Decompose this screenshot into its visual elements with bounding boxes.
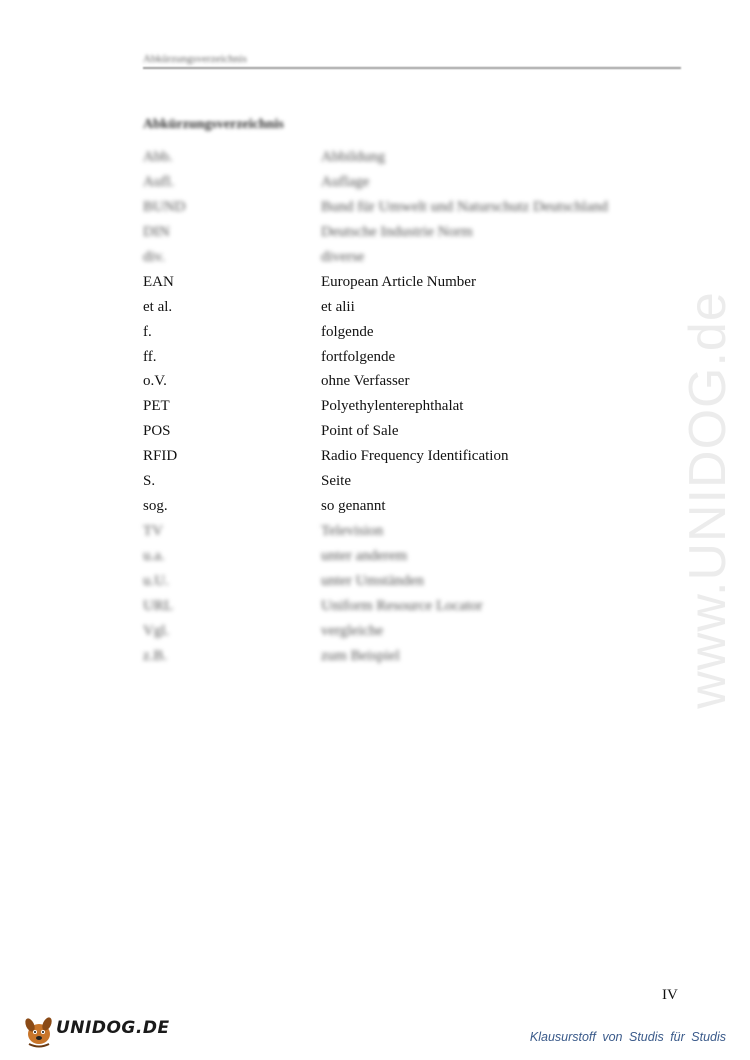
list-item	[143, 644, 663, 669]
abbreviation: Abb.	[143, 149, 173, 165]
abbreviation-meaning: diverse	[321, 248, 365, 265]
abbreviation-meaning: ohne Verfasser	[321, 373, 410, 390]
abbreviation: BUND	[143, 198, 186, 215]
list-item	[143, 195, 663, 220]
list-item	[143, 345, 663, 370]
list-item	[143, 220, 663, 245]
abbreviation: sog.	[143, 498, 168, 515]
logo-wordmark: UNIDOG.DE	[56, 1018, 170, 1038]
abbreviation: PET	[143, 398, 170, 415]
abbreviation: u.U.	[143, 572, 169, 589]
abbreviation-meaning: Point of Sale	[321, 423, 399, 440]
abbreviation: POS	[143, 423, 171, 440]
header-divider	[143, 67, 681, 69]
abbreviation-meaning: Seite	[321, 473, 351, 490]
abbreviation-meaning: fortfolgende	[321, 348, 396, 365]
list-item	[143, 519, 663, 544]
abbreviation: div.	[143, 248, 165, 265]
abbreviation-meaning: unter anderem	[321, 548, 408, 564]
abbreviation: f.	[143, 323, 152, 340]
watermark: www.UNIDOG.de	[679, 291, 737, 709]
abbreviation: o.V.	[143, 373, 167, 390]
abbreviation-meaning: unter Umständen	[321, 572, 424, 589]
abbreviation: ff.	[143, 348, 157, 365]
list-item	[143, 619, 663, 644]
abbreviation-meaning: et alii	[321, 298, 355, 315]
list-item	[143, 270, 663, 295]
unidog-logo	[22, 1014, 170, 1048]
abbreviation: u.a.	[143, 548, 165, 564]
abbreviation: URL	[143, 597, 173, 614]
list-item	[143, 245, 663, 270]
abbreviation: et al.	[143, 298, 173, 315]
abbreviation-meaning: Television	[321, 523, 384, 540]
abbreviation-meaning: Abbildung	[321, 149, 386, 165]
dog-mascot-icon	[22, 1014, 56, 1048]
list-item	[143, 145, 663, 170]
abbreviation-meaning: vergleiche	[321, 622, 384, 639]
abbreviation-meaning: Deutsche Industrie Norm	[321, 223, 473, 240]
abbreviation: TV	[143, 523, 163, 540]
abbreviation-list	[143, 145, 663, 669]
abbreviation: S.	[143, 473, 156, 490]
abbreviation: Aufl.	[143, 173, 175, 190]
page-number: IV	[662, 987, 678, 1003]
list-item	[143, 544, 663, 569]
abbreviation-meaning: zum Beispiel	[321, 647, 400, 664]
list-item	[143, 394, 663, 419]
abbreviation-meaning: Radio Frequency Identification	[321, 448, 509, 465]
list-item	[143, 170, 663, 195]
list-item	[143, 369, 663, 394]
abbreviation: z.B.	[143, 647, 168, 664]
abbreviation-meaning: Auflage	[321, 173, 370, 190]
abbreviation-meaning: Polyethylenterephthalat	[321, 398, 464, 415]
abbreviation-meaning: Bund für Umwelt und Naturschutz Deutschland	[321, 198, 609, 215]
page-title: Abkürzungsverzeichnis	[143, 117, 284, 132]
list-item	[143, 494, 663, 519]
abbreviation: RFID	[143, 448, 178, 465]
abbreviation: Vgl.	[143, 622, 170, 639]
abbreviation-meaning: Uniform Resource Locator	[321, 597, 483, 614]
running-header: Abkürzungsverzeichnis	[143, 53, 247, 65]
list-item	[143, 444, 663, 469]
footer-slogan: Klausurstoff von Studis für Studis	[529, 1030, 726, 1044]
list-item	[143, 569, 663, 594]
abbreviation-meaning: so genannt	[321, 498, 386, 515]
abbreviation-meaning: European Article Number	[321, 273, 476, 290]
abbreviation: EAN	[143, 273, 174, 290]
list-item	[143, 594, 663, 619]
abbreviation-meaning: folgende	[321, 323, 374, 340]
list-item	[143, 419, 663, 444]
abbreviation: DIN	[143, 223, 170, 240]
list-item	[143, 295, 663, 320]
list-item	[143, 320, 663, 345]
list-item	[143, 469, 663, 494]
